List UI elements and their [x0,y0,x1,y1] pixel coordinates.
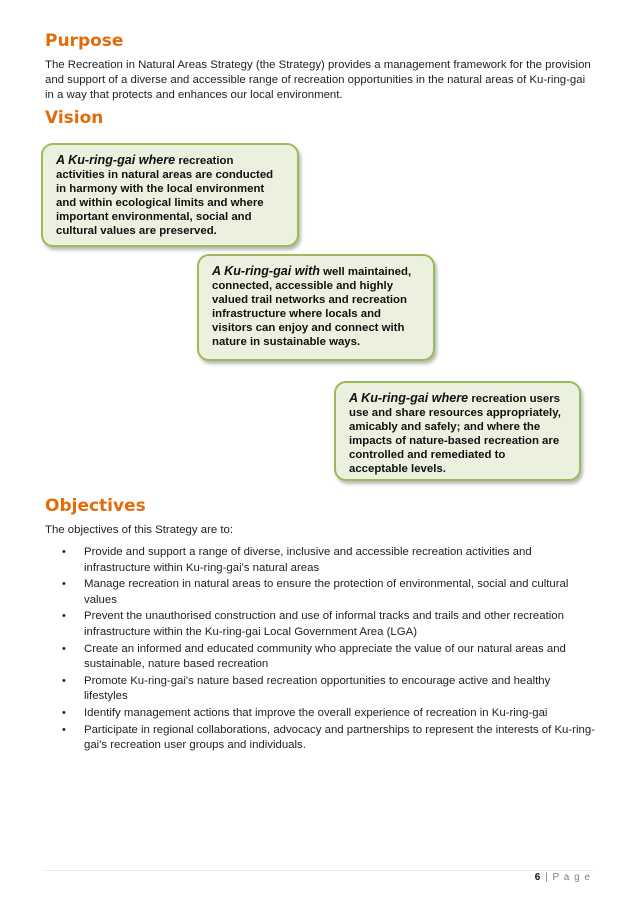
vision-box-2-text: well maintained, connected, accessible and highly valued trail networks and recreation infrastructure where locals and visitors can enjoy and connect with nature in sustainable ways. [212,266,412,348]
purpose-heading: Purpose [45,31,124,51]
objectives-intro: The objectives of this Strategy are to: [45,524,234,536]
objective-item [45,609,595,640]
bullet-icon: • [62,674,66,687]
objective-text: Promote Ku-ring-gai's nature based recreation opportunities to encourage active and healthy lifestyles [84,674,551,703]
vision-box-1-lead: A Ku-ring-gai where [56,153,176,167]
footer-divider [45,870,593,871]
objective-text: Provide and support a range of diverse, inclusive and accessible recreation activities and infrastructure within Ku-ring-gai's natural areas [84,546,532,574]
vision-box-1-text: recreation activities in natural areas are conducted in harmony with the local environment and within ecological limits and where important environmental, social and cultural values are preserved. [56,155,274,237]
objective-text: Identify management actions that improve the overall experience of recreation in Ku-ring-gai [84,706,548,719]
vision-box-2 [197,254,435,361]
bullet-icon: • [62,723,66,736]
vision-box-3 [334,381,581,481]
vision-box-1 [41,143,299,247]
objective-item [45,545,595,576]
vision-box-3-lead: A Ku-ring-gai where [349,391,469,405]
page-separator: | [541,872,553,883]
vision-box-3-text: recreation users use and share resources appropriately, amicably and safely; and where the impacts of nature-based recreation are controlled and remediated to acceptable levels. [349,393,561,475]
objective-text: Manage recreation in natural areas to ensure the protection of environmental, social and cultural values [84,578,569,606]
bullet-icon: • [62,706,66,719]
bullet-icon: • [62,610,66,623]
objective-item [45,723,595,754]
objective-item [45,674,595,705]
purpose-text: The Recreation in Natural Areas Strategy (the Strategy) provides a management framework for the provision and support of a diverse and accessible range of recreation opportunities in the natural areas of Ku-ring-gai in a way that protects and enhances our local environment. [45,59,591,101]
objective-text: Create an informed and educated community who appreciate the value of our natural areas and sustainable, nature based recreation [84,642,566,671]
objective-item [45,642,595,673]
bullet-icon: • [62,578,66,591]
objective-text: Participate in regional collaborations, advocacy and partnerships to represent the interests of Ku-ring-gai's recreation user groups and individuals. [84,723,595,752]
objectives-heading: Objectives [45,496,146,516]
objective-text: Prevent the unauthorised construction and use of informal tracks and trails and other recreation infrastructure within the Ku-ring-gai Local Government Area (LGA) [84,610,564,638]
objective-item [45,577,595,608]
page-footer [535,872,591,883]
page-number: 6 [534,872,542,883]
vision-box-2-lead: A Ku-ring-gai with [212,264,320,278]
vision-heading: Vision [45,108,104,128]
objective-item [45,706,595,722]
page-label: P a g e [552,872,591,883]
objectives-list [45,545,595,755]
bullet-icon: • [62,642,66,655]
bullet-icon: • [62,546,66,558]
